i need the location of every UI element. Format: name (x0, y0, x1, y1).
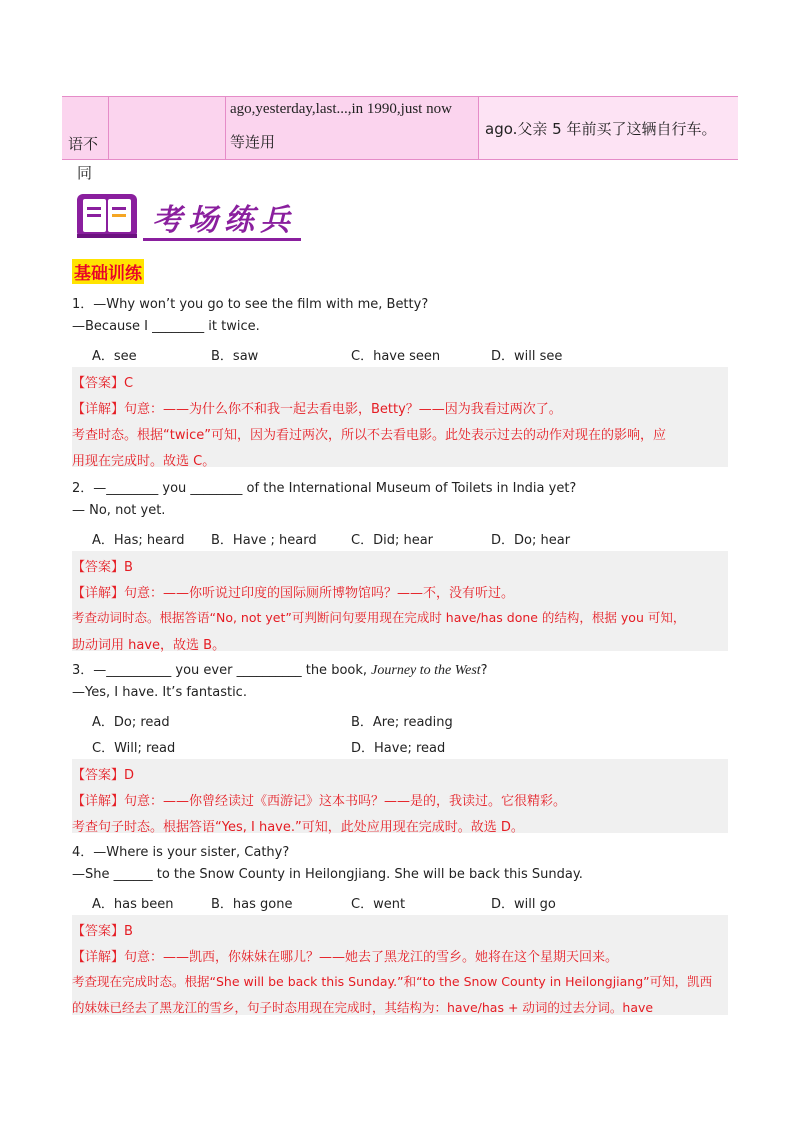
table-cell-usage (226, 97, 478, 159)
option-c: C．have seen (351, 349, 441, 364)
answer-detail: 【详解】句意：——你听说过印度的国际厕所博物馆吗？——不，没有听过。 (72, 586, 515, 601)
option-b: B．has gone (211, 897, 293, 912)
answer-box (72, 915, 728, 1015)
question-line: —Because I ________ it twice. (72, 319, 260, 334)
answer-box (72, 367, 728, 467)
answer-label: 【答案】C (72, 376, 134, 391)
question-line: —She ______ to the Snow County in Heilongjiang. She will be back this Sunday. (72, 867, 583, 882)
option-a: A．Do; read (92, 715, 170, 730)
table-cell-text: 语不 (68, 135, 99, 153)
answer-box (72, 759, 728, 833)
book-title: Journey to the West (371, 663, 481, 678)
option-d: D．will go (491, 897, 556, 912)
answer-explain: 用现在完成时。故选 C。 (72, 454, 216, 469)
option-a: A．see (92, 349, 137, 364)
option-a: A．Has; heard (92, 533, 185, 548)
answer-detail: 【详解】句意：——凯西，你妹妹在哪儿？——她去了黑龙江的雪乡。她将在这个星期天回来。 (72, 950, 619, 965)
answer-label: 【答案】B (72, 924, 133, 939)
option-d: D．Have; read (351, 741, 446, 756)
table-cell-text: ago.父亲 5 年前买了这辆自行车。 (485, 120, 717, 138)
option-c: C．Did; hear (351, 533, 434, 548)
option-d: D．will see (491, 349, 563, 364)
answer-explain: 考查动词时态。根据答语“No, not yet”可判断问句要用现在完成时 have/has done 的结构，根据 you 可知， (72, 610, 686, 625)
table-overflow-text: 同 (77, 164, 93, 182)
option-b: B．Are; reading (351, 715, 453, 730)
option-a: A．has been (92, 897, 174, 912)
answer-label: 【答案】D (72, 768, 135, 783)
question-stem (72, 659, 488, 679)
question-line: — No, not yet. (72, 503, 166, 518)
question-line: —Yes, I have. It’s fantastic. (72, 685, 247, 700)
title-underline (143, 238, 301, 241)
option-b: B．saw (211, 349, 259, 364)
answer-explain: 考查句子时态。根据答语“Yes, I have.”可知，此处应用现在完成时。故选 D。 (72, 820, 524, 835)
question-mark: ? (480, 663, 488, 678)
table-cell-empty (109, 97, 225, 159)
answer-label: 【答案】B (72, 560, 133, 575)
section-subtitle: 基础训练 (72, 259, 144, 284)
section-title: 考场练兵 (152, 203, 296, 238)
book-icon (75, 190, 139, 242)
option-b: B．Have ; heard (211, 533, 317, 548)
option-c: C．Will; read (92, 741, 176, 756)
question-stem-text: 3．—__________ you ever __________ the book, (72, 663, 368, 678)
answer-box (72, 551, 728, 651)
answer-explain: 助动词用 have，故选 B。 (72, 638, 226, 653)
answer-explain: 考查时态。根据“twice”可知，因为看过两次，所以不去看电影。此处表示过去的动作对现在的影响，应 (72, 428, 666, 443)
table-cell-example (479, 97, 738, 159)
answer-detail: 【详解】句意：——你曾经读过《西游记》这本书吗？——是的，我读过。它很精彩。 (72, 794, 567, 809)
option-c: C．went (351, 897, 406, 912)
question-stem: 1．—Why won’t you go to see the film with me, Betty? (72, 297, 429, 312)
question-stem: 2．—________ you ________ of the International Museum of Toilets in India yet? (72, 481, 577, 496)
option-d: D．Do; hear (491, 533, 571, 548)
table-cell-text: ago,yesterday,last...,in 1990,just now (230, 101, 452, 117)
grammar-table (62, 96, 738, 160)
question-stem: 4．—Where is your sister, Cathy? (72, 845, 290, 860)
table-cell-category (62, 97, 108, 159)
table-cell-text: 等连用 (230, 133, 276, 151)
answer-detail: 【详解】句意：——为什么你不和我一起去看电影，Betty？——因为我看过两次了。 (72, 402, 562, 417)
answer-explain: 的妹妹已经去了黑龙江的雪乡，句子时态用现在完成时，其结构为：have/has + 动词的过去分词。have (72, 1000, 654, 1015)
answer-explain: 考查现在完成时态。根据“She will be back this Sunday.”和“to the Snow County in Heilongjiang”可知，凯西 (72, 974, 713, 989)
